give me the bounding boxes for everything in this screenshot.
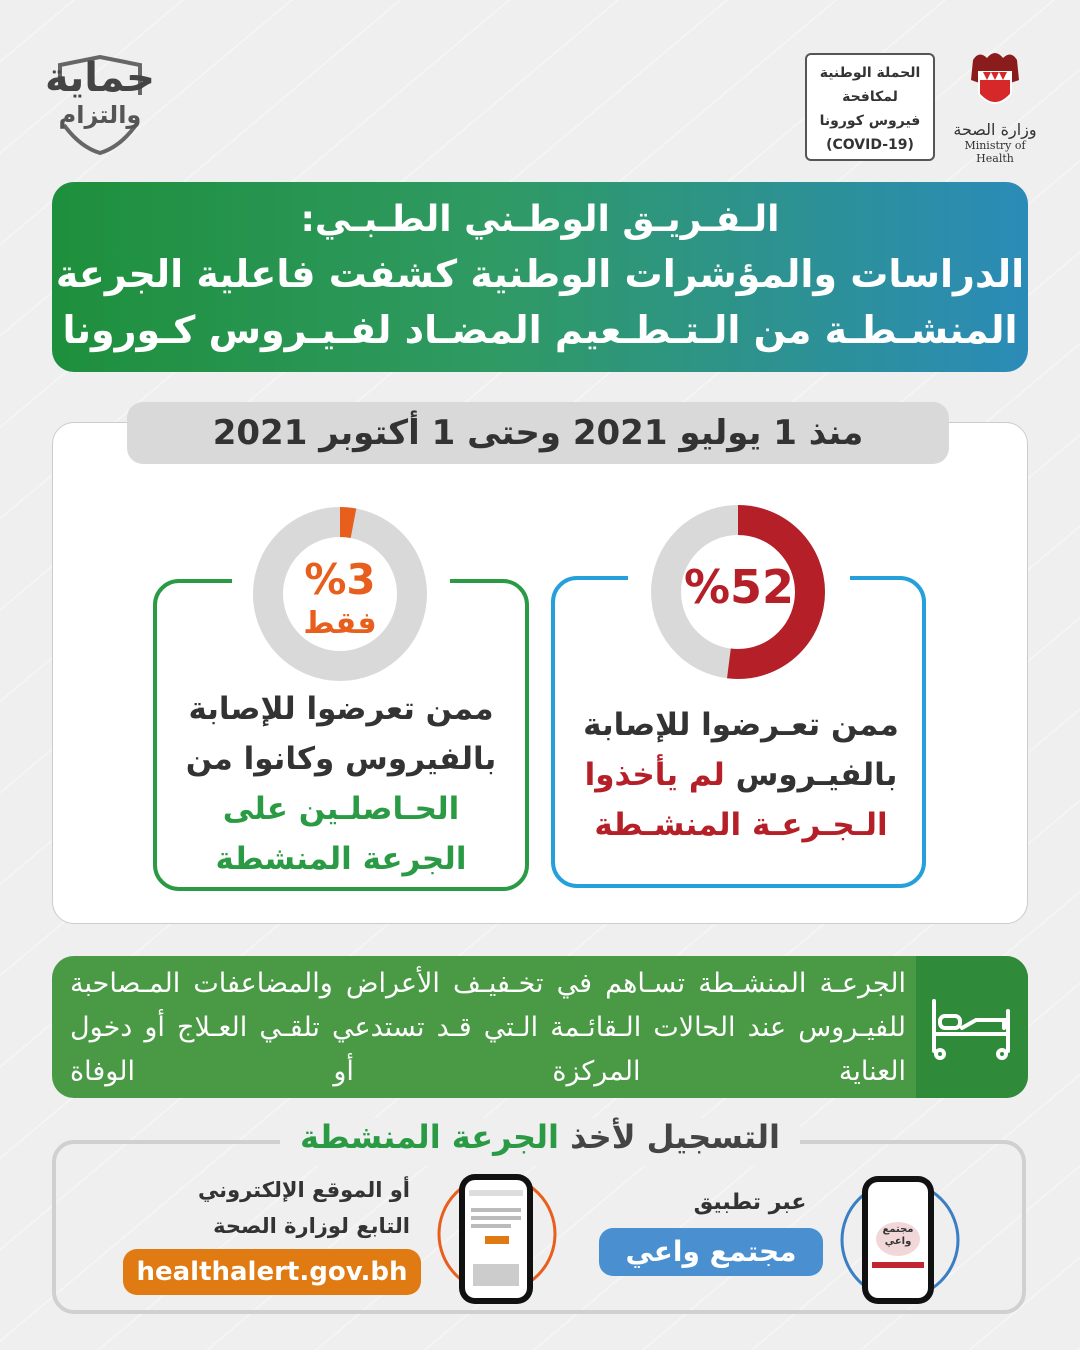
emblem-icon xyxy=(965,50,1025,116)
unvaccinated-line-3: الـجـرعـة المنشـطة xyxy=(594,807,888,843)
title-line-3: المنشـطـة من الـتـطـعيم المضـاد لفـيـروس كـورونا xyxy=(62,308,1018,352)
ministry-logo xyxy=(945,50,1045,165)
ministry-name-ar: وزارة الصحة xyxy=(953,120,1037,139)
app-phone[interactable] xyxy=(862,1176,934,1304)
unvaccinated-line-2-dark: بالفيـروس xyxy=(735,757,898,793)
site-text-line xyxy=(471,1224,511,1228)
site-image-block xyxy=(473,1264,519,1286)
boosted-text xyxy=(168,684,514,884)
unvaccinated-line-1: ممن تعـرضوا للإصابة xyxy=(583,707,899,743)
himaya-logo xyxy=(40,55,160,155)
unvaccinated-line-2 xyxy=(566,750,916,800)
campaign-line: الحملة الوطنية xyxy=(819,65,921,81)
campaign-line: لمكافحة xyxy=(842,89,898,105)
boosted-only-label: فقط xyxy=(303,606,377,641)
app-name-button[interactable]: مجتمع واعي xyxy=(599,1228,823,1276)
title-line-1: الـفـريـق الوطـني الطـبـي: xyxy=(300,199,780,240)
app-icon-text: مجتمع واعي xyxy=(882,1224,914,1247)
boosted-line-3: الحـاصلـين على xyxy=(222,791,460,827)
registration-title-green: الجرعة المنشطة xyxy=(300,1118,560,1156)
unvaccinated-line-2-red: لم يأخذوا xyxy=(584,757,725,793)
or-site-line-2: التابع لوزارة الصحة xyxy=(213,1214,410,1238)
or-site-line-1: أو الموقع الإلكتروني xyxy=(197,1178,410,1202)
hospital-bed-icon xyxy=(916,956,1028,1098)
unvaccinated-text xyxy=(566,700,916,850)
ministry-name-en: Ministry of Health xyxy=(964,139,1026,165)
site-phone-screen xyxy=(465,1180,527,1298)
or-site-label xyxy=(170,1172,410,1244)
site-text-line xyxy=(471,1216,521,1220)
campaign-box xyxy=(805,53,935,161)
via-app-label: عبر تطبيق xyxy=(693,1190,807,1215)
campaign-line: فيروس كورونا xyxy=(819,113,921,129)
site-phone[interactable] xyxy=(459,1174,533,1304)
boosted-percent: %3 xyxy=(304,555,376,604)
app-phone-screen xyxy=(868,1182,928,1298)
site-text-line xyxy=(471,1208,521,1212)
registration-title-dark: التسجيل لأخذ xyxy=(570,1118,780,1156)
site-cta-block xyxy=(485,1236,509,1244)
boosted-line-2: بالفيروس وكانوا من xyxy=(185,741,497,777)
site-header-bar xyxy=(469,1190,523,1196)
logo-sub-text: والتزام xyxy=(58,101,142,129)
unvaccinated-percent: %52 xyxy=(683,560,795,614)
title-banner xyxy=(52,182,1028,372)
info-text: الجرعـة المنشـطة تسـاهم في تخـفيـف الأعراض والمضاعفات المـصاحبة للفيـروس عند الحالات الـقائـمة الـتي قـد تستدعي تلقـي العـلاج أو دخول العناية المركزة أو الوفاة xyxy=(70,968,906,1087)
boosted-line-4: الجرعة المنشطة xyxy=(215,841,467,877)
site-url-link[interactable]: healthalert.gov.bh xyxy=(123,1249,421,1295)
info-icon-box xyxy=(916,956,1028,1098)
registration-title xyxy=(280,1118,800,1166)
boosted-line-1: ممن تعرضوا للإصابة xyxy=(188,691,494,727)
app-logo-bar xyxy=(872,1262,924,1268)
date-range: منذ 1 يوليو 2021 وحتى 1 أكتوبر 2021 xyxy=(127,402,949,464)
campaign-line: (COVID-19) xyxy=(826,137,914,153)
title-line-2: الدراسات والمؤشرات الوطنية كشفت فاعلية الجرعة xyxy=(55,252,1025,296)
logo-main-text: حماية xyxy=(45,55,155,101)
